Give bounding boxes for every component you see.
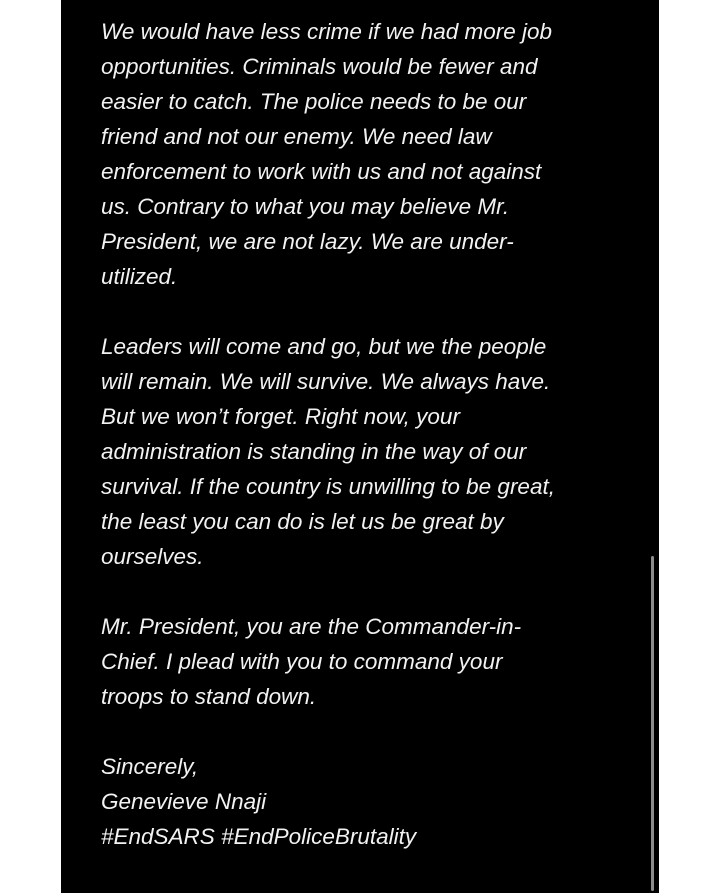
letter-paragraph (101, 749, 631, 854)
text-line: friend and not our enemy. We need law (101, 124, 492, 149)
text-line: ourselves. (101, 544, 204, 569)
letter-paragraph (101, 329, 631, 574)
text-line: Genevieve Nnaji (101, 789, 267, 814)
vertical-scrollbar[interactable] (651, 556, 654, 891)
text-line: utilized. (101, 264, 178, 289)
text-line: survival. If the country is unwilling to be great, (101, 474, 555, 499)
text-line: President, we are not lazy. We are under- (101, 229, 514, 254)
text-line: will remain. We will survive. We always have. (101, 369, 551, 394)
letter-body (101, 14, 631, 854)
text-line: troops to stand down. (101, 684, 317, 709)
text-line: #EndSARS #EndPoliceBrutality (101, 824, 417, 849)
letter-paragraph (101, 609, 631, 714)
text-line: easier to catch. The police needs to be our (101, 89, 527, 114)
text-line: administration is standing in the way of our (101, 439, 527, 464)
text-line: enforcement to work with us and not against (101, 159, 542, 184)
text-line: opportunities. Criminals would be fewer and (101, 54, 538, 79)
text-line: We would have less crime if we had more job (101, 19, 553, 44)
text-line: Sincerely, (101, 754, 199, 779)
text-line: Chief. I plead with you to command your (101, 649, 503, 674)
text-line: But we won’t forget. Right now, your (101, 404, 460, 429)
text-line: Leaders will come and go, but we the people (101, 334, 547, 359)
text-line: the least you can do is let us be great by (101, 509, 504, 534)
letter-screen (61, 0, 659, 893)
letter-paragraph (101, 14, 631, 294)
text-line: Mr. President, you are the Commander-in- (101, 614, 522, 639)
text-line: us. Contrary to what you may believe Mr. (101, 194, 510, 219)
